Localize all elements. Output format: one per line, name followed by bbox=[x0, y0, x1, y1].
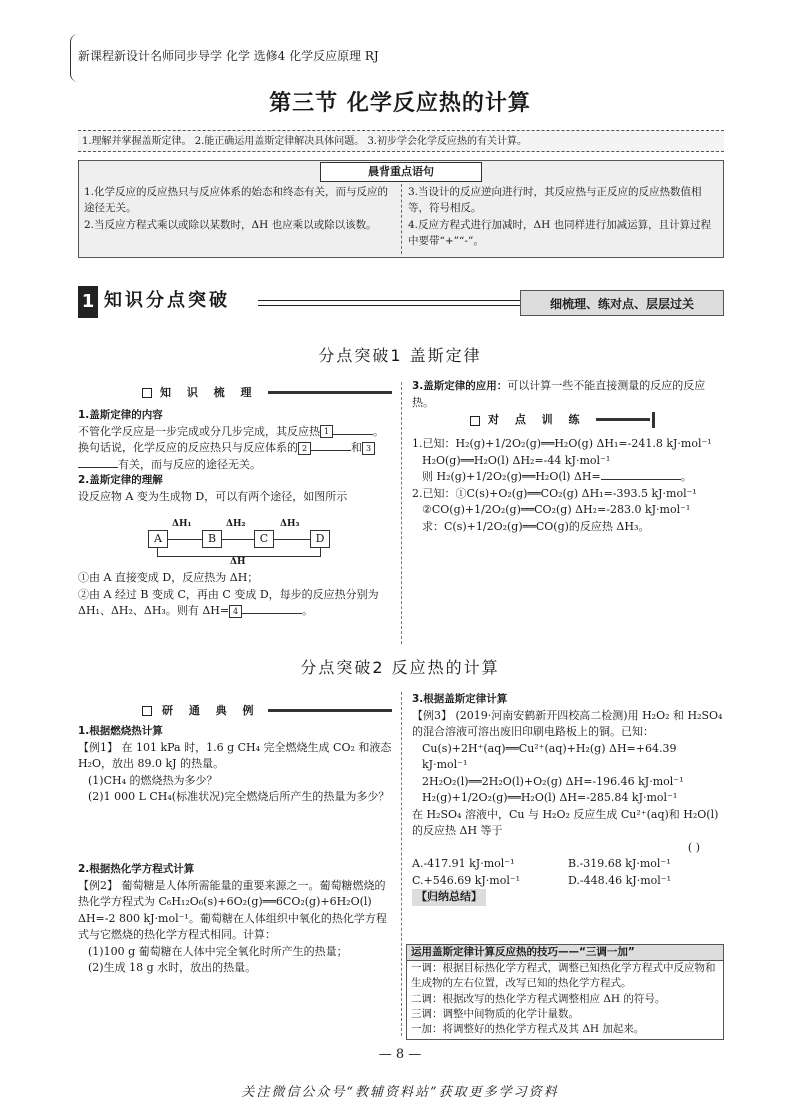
tip-item: 二调：根据改写的热化学方程式调整相应 ΔH 的符号。 bbox=[411, 992, 666, 1005]
section1-left-bottom bbox=[78, 570, 394, 620]
paragraph: 设反应物 A 变为生成物 D，可以有两个途径，如图所示 bbox=[78, 490, 348, 503]
label-dh: ΔH bbox=[230, 557, 246, 567]
subhead-bar bbox=[596, 418, 650, 421]
options-row-1 bbox=[412, 856, 724, 873]
label-dh3: ΔH₃ bbox=[280, 519, 300, 529]
example-3-question: 在 H₂SO₄ 溶液中，Cu 与 H₂O₂ 反应生成 Cu²⁺(aq)和 H₂O(l)的反应热 ΔH 等于 bbox=[412, 807, 719, 838]
arrow bbox=[222, 539, 254, 540]
equation: H₂(g)+1/2O₂(g)══H₂O(l) ΔH=-285.84 kJ·mol⁻¹ bbox=[422, 791, 678, 805]
example-3-block bbox=[412, 692, 724, 906]
equation: Cu(s)+2H⁺(aq)══Cu²⁺(aq)+H₂(g) ΔH=+64.39 kJ·mol⁻¹ bbox=[422, 741, 677, 772]
option-a[interactable]: A.-417.91 kJ·mol⁻¹ bbox=[412, 857, 515, 871]
question-2-ask: 求：C(s)+1/2O₂(g)══CO(g)的反应热 ΔH₃。 bbox=[422, 519, 650, 533]
example-3: 【例3】 (2019·河南安鹤新开四校高二检测)用 H₂O₂ 和 H₂SO₄ 的混合溶液可溶出废旧印刷电路板上的铜。已知： bbox=[412, 708, 723, 739]
running-header: 新课程新设计名师同步导学 化学 选修4 化学反应原理 RJ bbox=[78, 49, 379, 63]
blank-number: 4 bbox=[229, 605, 242, 618]
banner-tagline: 细梳理、练对点、层层过关 bbox=[520, 290, 724, 316]
example-1-q2: (2)1 000 L CH₄(标准状况)完全燃烧后所产生的热量为多少？ bbox=[88, 790, 390, 804]
node-a: A bbox=[148, 530, 168, 548]
node-d: D bbox=[310, 530, 330, 548]
banner-line bbox=[258, 300, 520, 306]
question-2: 2.已知：①C(s)+O₂(g)══CO₂(g) ΔH₁=-393.5 kJ·mol⁻¹ bbox=[412, 486, 697, 500]
answer-paren[interactable]: ( ) bbox=[687, 840, 700, 854]
blank-number: 2 bbox=[298, 442, 311, 455]
recite-item: 2.当反应方程式乘以或除以某数时，ΔH 也应乘以或除以该数。 bbox=[84, 218, 377, 231]
section-title-1: 分点突破1 盖斯定律 bbox=[318, 346, 482, 365]
subhead-cap bbox=[652, 412, 655, 428]
page-number: — 8 — bbox=[378, 1047, 422, 1062]
equation: 2H₂O₂(l)══2H₂O(l)+O₂(g) ΔH=-196.46 kJ·mol⁻¹ bbox=[422, 774, 684, 788]
tip-item: 一调：根据目标热化学方程式，调整已知热化学方程式中反应物和生成物的左右位置，改写已知的热化学方程式。 bbox=[411, 962, 716, 990]
square-bullet-icon bbox=[470, 416, 480, 426]
recite-item: 3.当设计的反应逆向进行时，其反应热与正反应的反应热数值相等，符号相反。 bbox=[408, 186, 702, 215]
recite-item: 1.化学反应的反应热只与反应体系的始态和终态有关，而与反应的途径无关。 bbox=[84, 186, 389, 215]
recite-item: 4.反应方程式进行加减时，ΔH 也同样进行加减运算，且计算过程中要带“+”“-”。 bbox=[408, 218, 712, 247]
point-heading: 3.盖斯定律的应用： bbox=[412, 380, 508, 392]
blank-number: 1 bbox=[320, 425, 333, 438]
point-heading: 3.根据盖斯定律计算 bbox=[412, 693, 508, 705]
answer-blank[interactable] bbox=[601, 479, 681, 480]
point-heading: 2.根据热化学方程式计算 bbox=[78, 863, 195, 875]
point-heading: 1.盖斯定律的内容 bbox=[78, 409, 163, 421]
section1-left bbox=[78, 408, 394, 506]
example-2: 【例2】 葡萄糖是人体所需能量的重要来源之一。葡萄糖燃烧的热化学方程式为 C₆H₁₂O₆(s)+6O₂(g)══6CO₂(g)+6H₂O(l) ΔH=-2 800 kJ·mol⁻¹。葡萄糖在人体组织中氧化的热化学方程式与它燃烧的热化学方程式相同。计算： bbox=[78, 878, 387, 942]
paragraph: ①由 A 直接变成 D，反应热为 ΔH； bbox=[78, 571, 259, 584]
practice-questions bbox=[412, 436, 724, 535]
footer-note: 关注微信公众号“教辅资料站”获取更多学习资料 bbox=[241, 1085, 559, 1100]
point-heading: 2.盖斯定律的理解 bbox=[78, 474, 163, 487]
recite-right bbox=[408, 184, 718, 249]
options-row-2 bbox=[412, 873, 724, 890]
arrow bbox=[274, 539, 310, 540]
question-1-ask: 则 H₂(g)+1/2O₂(g)══H₂O(l) ΔH= 。 bbox=[422, 470, 692, 483]
tips-title: 运用盖斯定律计算反应热的技巧——“三调一加” bbox=[407, 945, 723, 961]
label-dh2: ΔH₂ bbox=[226, 519, 246, 529]
subhead-examples: 研 通 典 例 bbox=[162, 704, 260, 717]
option-b[interactable]: B.-319.68 kJ·mol⁻¹ bbox=[568, 857, 671, 871]
option-c[interactable]: C.+546.69 kJ·mol⁻¹ bbox=[412, 873, 521, 887]
node-c: C bbox=[254, 530, 274, 548]
option-d[interactable]: D.-448.46 kJ·mol⁻¹ bbox=[568, 873, 671, 887]
column-divider bbox=[401, 382, 402, 644]
example-1: 【例1】 在 101 kPa 时，1.6 g CH₄ 完全燃烧生成 CO₂ 和液态 H₂O，放出 89.0 kJ 的热量。 bbox=[78, 740, 392, 771]
summary-label: 【归纳总结】 bbox=[412, 889, 486, 906]
banner-number: 1 bbox=[78, 286, 98, 318]
tip-item: 一加：将调整好的热化学方程式及其 ΔH 加起来。 bbox=[411, 1023, 645, 1036]
learning-goals: 1.理解并掌握盖斯定律。 2.能正确运用盖斯定律解决具体问题。 3.初步学会化学反应热的有关计算。 bbox=[78, 130, 724, 152]
square-bullet-icon bbox=[142, 706, 152, 716]
recite-divider bbox=[401, 184, 402, 254]
label-dh1: ΔH₁ bbox=[172, 519, 192, 529]
example-2-q1: (1)100 g 葡萄糖在人体中完全氧化时所产生的热量； bbox=[88, 944, 348, 958]
arrow bbox=[168, 539, 202, 540]
example-2-block bbox=[78, 862, 394, 977]
paragraph: 不管化学反应是一步完成或分几步完成，其反应热 1 。换句话说，化学反应的反应热只与反应体系的 2 和 3有关，而与反应的途径无关。 bbox=[78, 424, 384, 471]
path-diagram bbox=[148, 519, 332, 568]
tip-item: 三调：调整中间物质的化学计量数。 bbox=[411, 1007, 579, 1020]
paragraph: ②由 A 经过 B 变成 C，再由 C 变成 D，每步的反应热分别为 ΔH₁、ΔH₂、ΔH₃。则有 ΔH= 4 。 bbox=[78, 587, 379, 617]
question-2-line: ②CO(g)+1/2O₂(g)══CO₂(g) ΔH₂=-283.0 kJ·mol⁻¹ bbox=[422, 503, 691, 516]
fill-blank[interactable] bbox=[78, 467, 118, 468]
example-2-q2: (2)生成 18 g 水时，放出的热量。 bbox=[88, 961, 257, 975]
fill-blank[interactable] bbox=[311, 450, 351, 451]
banner-title: 知识分点突破 bbox=[104, 290, 230, 311]
column-divider bbox=[401, 692, 402, 1036]
blank-number: 3 bbox=[362, 442, 375, 455]
recite-left bbox=[84, 184, 394, 233]
question-1-line: H₂O(g)══H₂O(l) ΔH₂=-44 kJ·mol⁻¹ bbox=[422, 453, 611, 467]
example-1-block bbox=[78, 724, 394, 806]
recite-title: 晨背重点语句 bbox=[320, 162, 482, 182]
fill-blank[interactable] bbox=[242, 613, 302, 614]
node-b: B bbox=[202, 530, 222, 548]
subhead-bar bbox=[268, 709, 392, 712]
fill-blank[interactable] bbox=[333, 434, 373, 435]
subhead-practice: 对 点 训 练 bbox=[488, 413, 586, 426]
square-bullet-icon bbox=[142, 388, 152, 398]
question-1: 1.已知：H₂(g)+1/2O₂(g)══H₂O(g) ΔH₁=-241.8 kJ·mol⁻¹ bbox=[412, 437, 712, 450]
tips-box bbox=[406, 944, 724, 1040]
page-title: 第三节 化学反应热的计算 bbox=[269, 91, 531, 116]
subhead-knowledge: 知 识 梳 理 bbox=[160, 386, 258, 399]
section1-right: 3.盖斯定律的应用：可以计算一些不能直接测量的反应的反应热。 bbox=[412, 379, 706, 409]
example-1-q1: (1)CH₄ 的燃烧热为多少？ bbox=[88, 773, 218, 787]
subhead-bar bbox=[268, 391, 392, 394]
section-title-2: 分点突破2 反应热的计算 bbox=[300, 658, 500, 677]
point-heading: 1.根据燃烧热计算 bbox=[78, 725, 163, 737]
